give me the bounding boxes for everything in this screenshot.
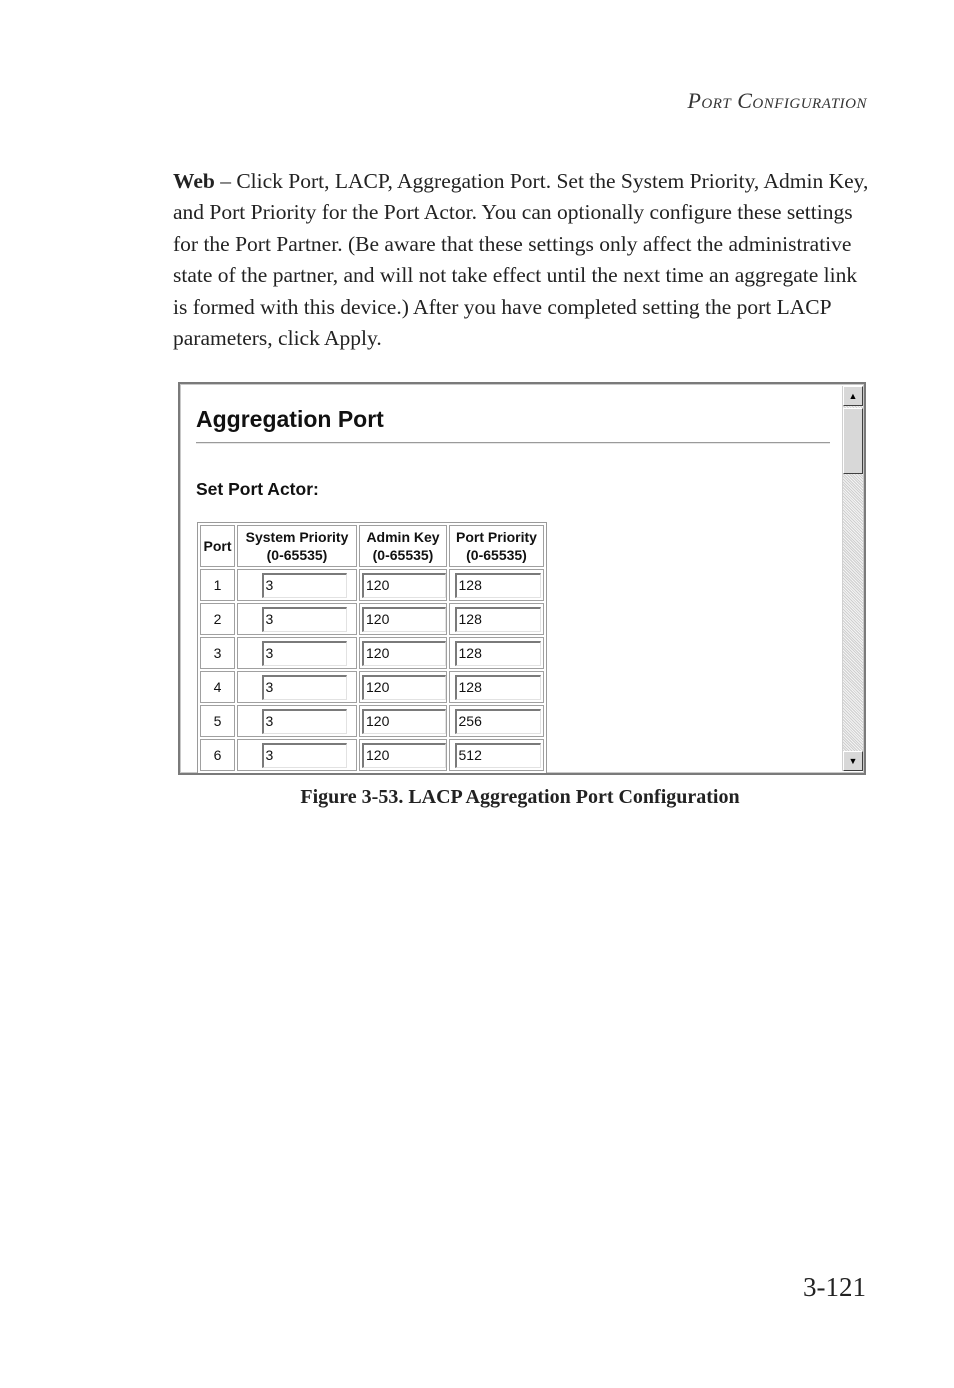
port-priority-cell [449, 739, 544, 771]
port-actor-table [197, 522, 547, 774]
body-paragraph [173, 166, 873, 354]
port-number: 1 [213, 577, 222, 593]
port-priority-cell [449, 637, 544, 669]
port-cell [200, 739, 235, 771]
col-port-label: Port [203, 538, 232, 554]
port-number: 4 [213, 679, 222, 695]
scroll-up-icon[interactable]: ▲ [843, 386, 863, 406]
port-cell [200, 603, 235, 635]
system-priority-input[interactable]: 3 [262, 675, 347, 700]
port-number: 6 [213, 747, 222, 763]
admin-key-input[interactable]: 120 [362, 743, 446, 768]
port-cell [200, 705, 235, 737]
col-system-priority-label: System Priority [245, 529, 349, 545]
admin-key-cell [359, 705, 447, 737]
system-priority-cell [237, 739, 357, 771]
port-cell [200, 569, 235, 601]
page-number: 3-121 [803, 1272, 866, 1302]
scroll-down-icon[interactable]: ▼ [843, 751, 863, 771]
port-number: 5 [213, 713, 222, 729]
table-row [200, 637, 544, 669]
admin-key-input[interactable]: 120 [362, 573, 446, 598]
figure-caption: Figure 3-53. LACP Aggregation Port Configuration [300, 786, 740, 808]
port-number: 2 [213, 611, 222, 627]
port-priority-cell [449, 603, 544, 635]
section-heading: Set Port Actor: [196, 479, 319, 499]
port-priority-input[interactable]: 128 [455, 607, 541, 632]
admin-key-cell [359, 739, 447, 771]
port-number: 3 [213, 645, 222, 661]
system-priority-cell [237, 637, 357, 669]
port-priority-input[interactable]: 128 [455, 573, 541, 598]
system-priority-cell [237, 705, 357, 737]
col-system-priority-range: (0-65535) [266, 547, 328, 563]
system-priority-input[interactable]: 3 [262, 709, 347, 734]
admin-key-cell [359, 671, 447, 703]
admin-key-input[interactable]: 120 [362, 709, 446, 734]
system-priority-cell [237, 569, 357, 601]
admin-key-input[interactable]: 120 [362, 675, 446, 700]
col-header-port-priority [449, 525, 544, 567]
col-header-system-priority [237, 525, 357, 567]
running-header: Port Configuration [687, 88, 867, 113]
col-admin-key-range: (0-65535) [372, 547, 434, 563]
port-priority-input[interactable]: 128 [455, 641, 541, 666]
page-title: Aggregation Port [196, 406, 384, 432]
table-header-row [200, 525, 544, 567]
table-row [200, 739, 544, 771]
port-priority-input[interactable]: 512 [455, 743, 541, 768]
vertical-scrollbar[interactable] [842, 386, 863, 771]
admin-key-cell [359, 569, 447, 601]
body-lead: Web [173, 169, 215, 193]
screenshot-window [178, 382, 866, 775]
admin-key-cell [359, 637, 447, 669]
port-priority-input[interactable]: 256 [455, 709, 541, 734]
port-priority-cell [449, 671, 544, 703]
col-port-priority-label: Port Priority [456, 529, 537, 545]
col-header-admin-key [359, 525, 447, 567]
title-divider [196, 442, 830, 444]
system-priority-input[interactable]: 3 [262, 743, 347, 768]
table-row [200, 705, 544, 737]
body-text: – Click Port, LACP, Aggregation Port. Set the System Priority, Admin Key, and Port Priority for the Port Actor. You can optionally configure these settings for the Port Partner. (Be aware that these settings only affect the administrative state of the partner, and will not take effect until the next time an aggregate link is formed with this device.) After you have completed setting the port LACP parameters, click Apply. [173, 169, 869, 351]
port-priority-input[interactable]: 128 [455, 675, 541, 700]
col-admin-key-label: Admin Key [366, 529, 440, 545]
table-row [200, 603, 544, 635]
port-cell [200, 671, 235, 703]
system-priority-cell [237, 603, 357, 635]
table-row [200, 569, 544, 601]
system-priority-input[interactable]: 3 [262, 607, 347, 632]
admin-key-input[interactable]: 120 [362, 641, 446, 666]
scroll-thumb[interactable] [843, 408, 863, 474]
system-priority-cell [237, 671, 357, 703]
admin-key-input[interactable]: 120 [362, 607, 446, 632]
port-cell [200, 637, 235, 669]
col-port-priority-range: (0-65535) [466, 547, 527, 563]
port-priority-cell [449, 569, 544, 601]
port-priority-cell [449, 705, 544, 737]
admin-key-cell [359, 603, 447, 635]
system-priority-input[interactable]: 3 [262, 641, 347, 666]
table-row [200, 671, 544, 703]
system-priority-input[interactable]: 3 [262, 573, 347, 598]
col-header-port [200, 525, 235, 567]
